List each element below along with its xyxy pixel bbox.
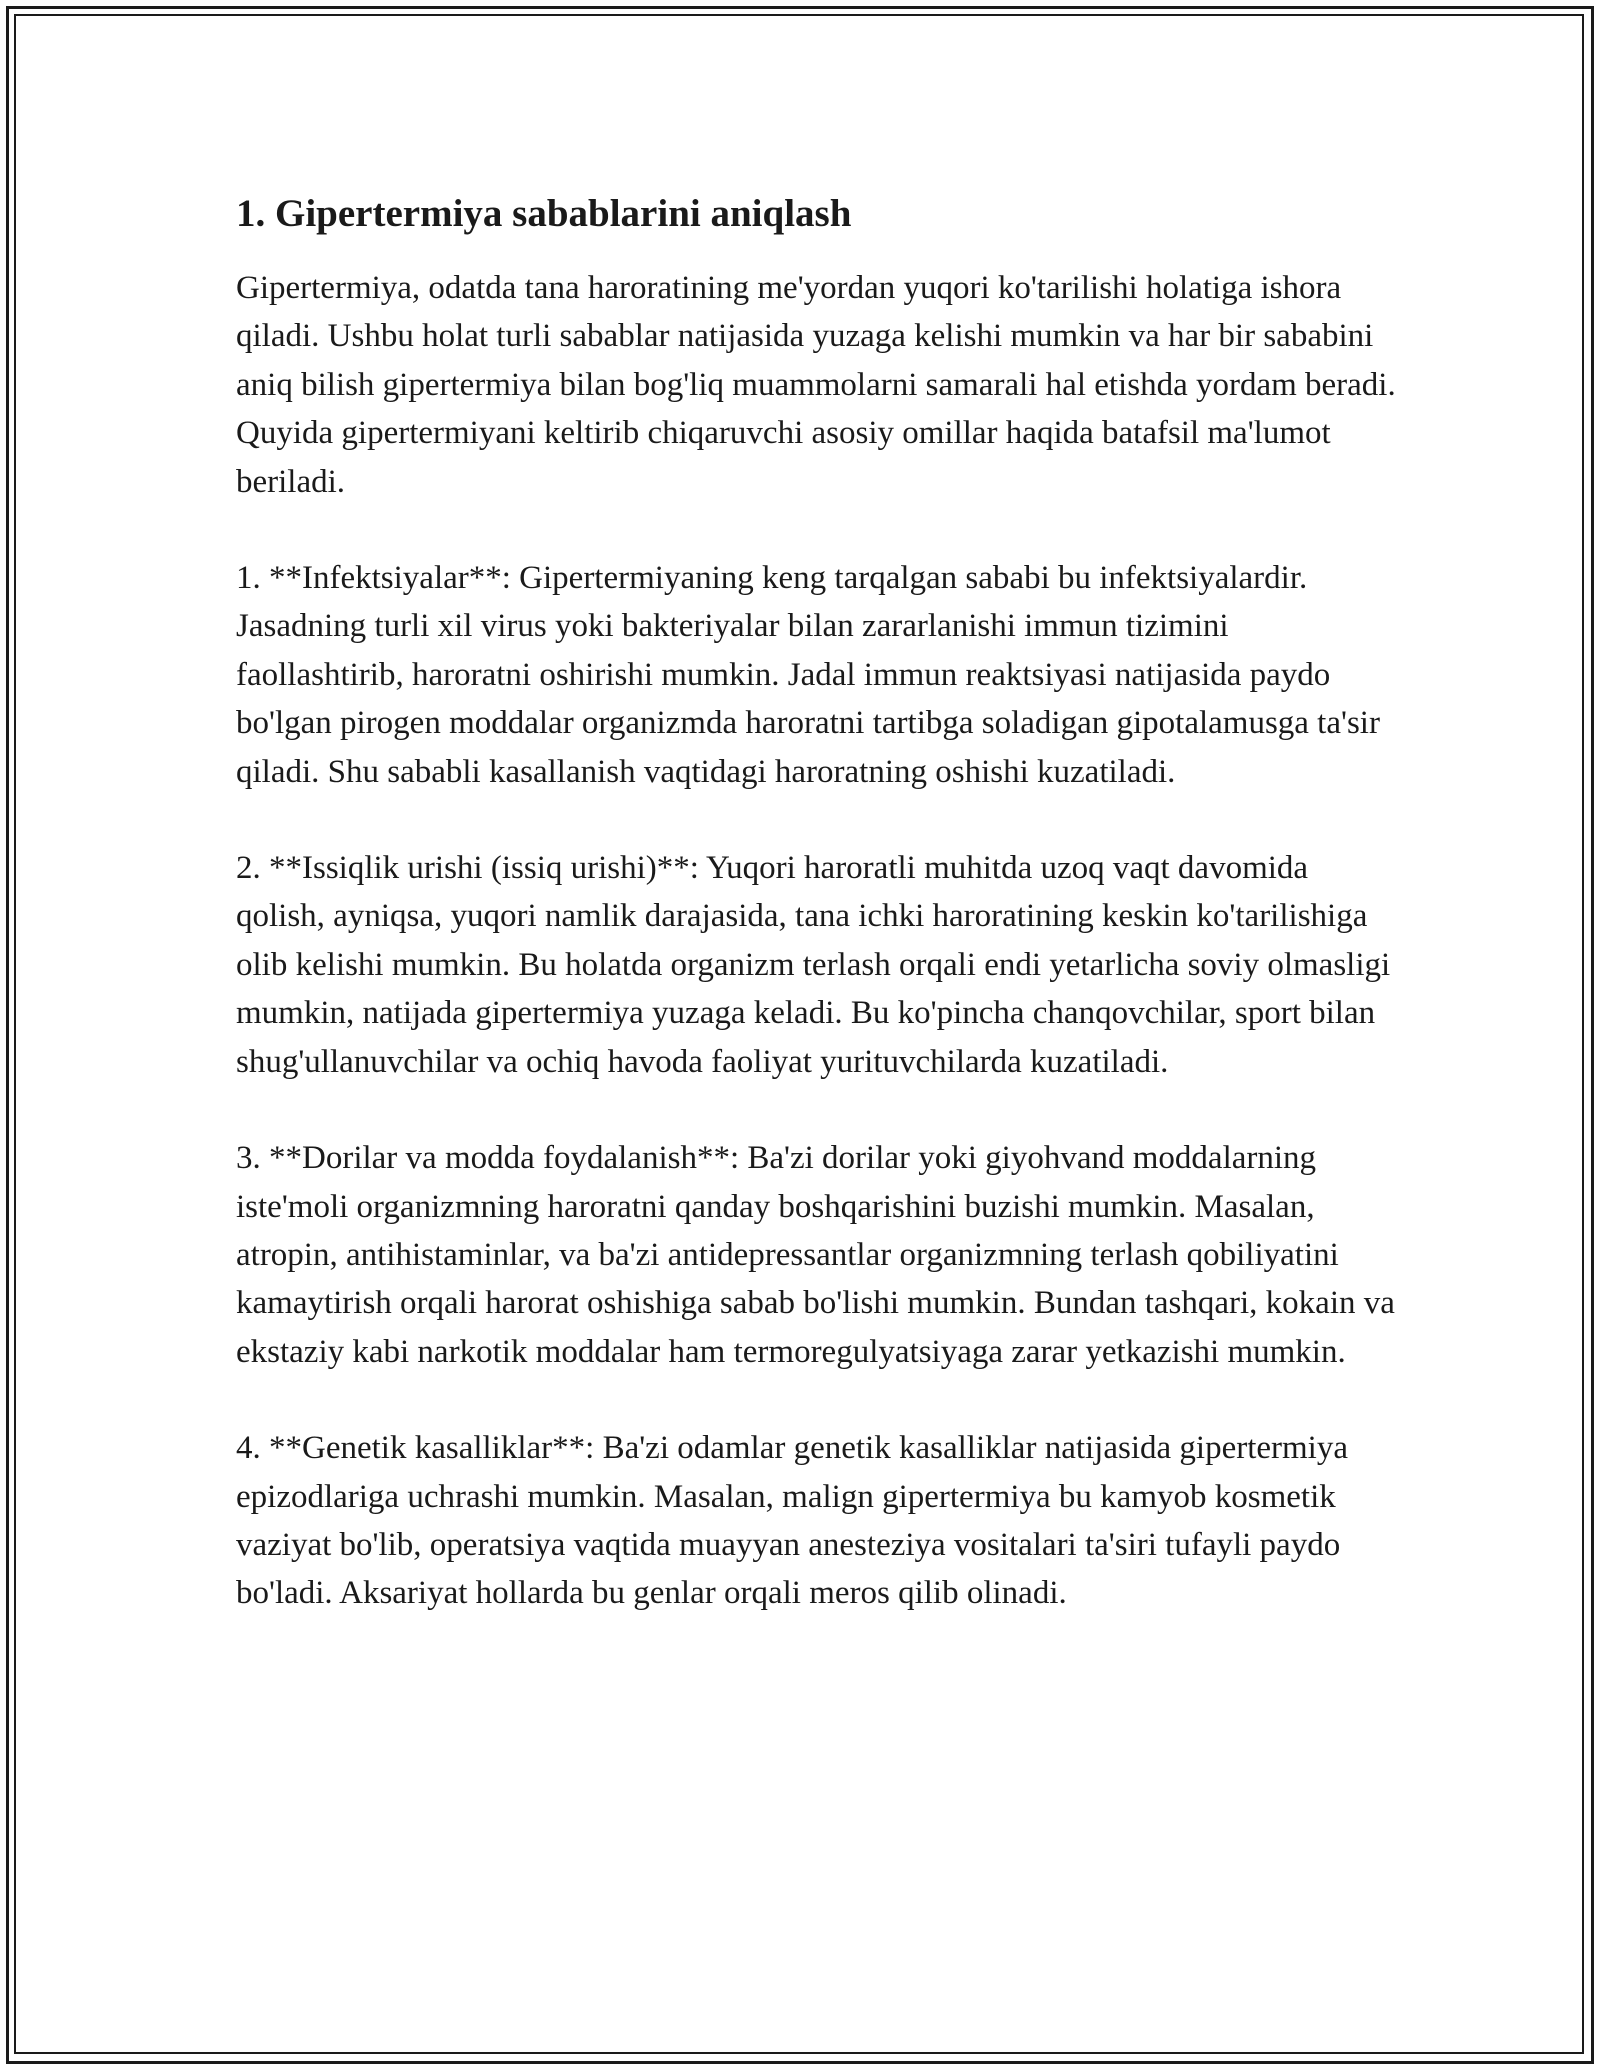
intro-paragraph: Gipertermiya, odatda tana haroratining me'yordan yuqori ko'tarilishi holatiga ishora qiladi. Ushbu holat turli sabablar natijasida yuzaga kelishi mumkin va har bir sababini aniq bilish gipertermiya bilan bog'liq muammolarni samarali hal etishda yordam beradi. Quyida gipertermiyani keltirib chiqaruvchi asosiy omillar haqida batafsil ma'lumot beriladi. [236, 270, 1396, 500]
paragraph-infections: 1. **Infektsiyalar**: Gipertermiyaning keng tarqalgan sababi bu infektsiyalardir. Jasadning turli xil virus yoki bakteriyalar bilan zararlanishi immun tizimini faollashtirib, haroratni oshirishi mumkin. Jadal immun reaktsiyasi natijasida paydo bo'lgan pirogen moddalar organizmda haroratni tartibga soladigan gipotalamusga ta'sir qiladi. Shu sababli kasallanish vaqtidagi haroratning oshishi kuzatiladi. [236, 560, 1380, 790]
paragraph-genetic: 4. **Genetik kasalliklar**: Ba'zi odamlar genetik kasalliklar natijasida gipertermiya epizodlariga uchrashi mumkin. Masalan, malign gipertermiya bu kamyob kosmetik vaziyat bo'lib, operatsiya vaqtida muayyan anesteziya vositalari ta'siri tufayli paydo bo'ladi. Aksariyat hollarda bu genlar orqali meros qilib olinadi. [236, 1430, 1348, 1612]
document-body [236, 186, 1396, 1666]
section-heading: 1. Gipertermiya sabablarini aniqlash [236, 192, 852, 235]
paragraph-drugs: 3. **Dorilar va modda foydalanish**: Ba'zi dorilar yoki giyohvand moddalarning iste'moli organizmning haroratni qanday boshqarishini buzishi mumkin. Masalan, atropin, antihistaminlar, va ba'zi antidepressantlar organizmning terlash qobiliyatini kamaytirish orqali harorat oshishiga sabab bo'lishi mumkin. Bundan tashqari, kokain va ekstaziy kabi narkotik moddalar ham termoregulyatsiyaga zarar yetkazishi mumkin. [236, 1140, 1395, 1370]
paragraph-heat-stroke: 2. **Issiqlik urishi (issiq urishi)**: Yuqori haroratli muhitda uzoq vaqt davomida qolish, ayniqsa, yuqori namlik darajasida, tana ichki haroratining keskin ko'tarilishiga olib kelishi mumkin. Bu holatda organizm terlash orqali endi yetarlicha soviy olmasligi mumkin, natijada gipertermiya yuzaga keladi. Bu ko'pincha chanqovchilar, sport bilan shug'ullanuvchilar va ochiq havoda faoliyat yurituvchilarda kuzatiladi. [236, 850, 1391, 1080]
